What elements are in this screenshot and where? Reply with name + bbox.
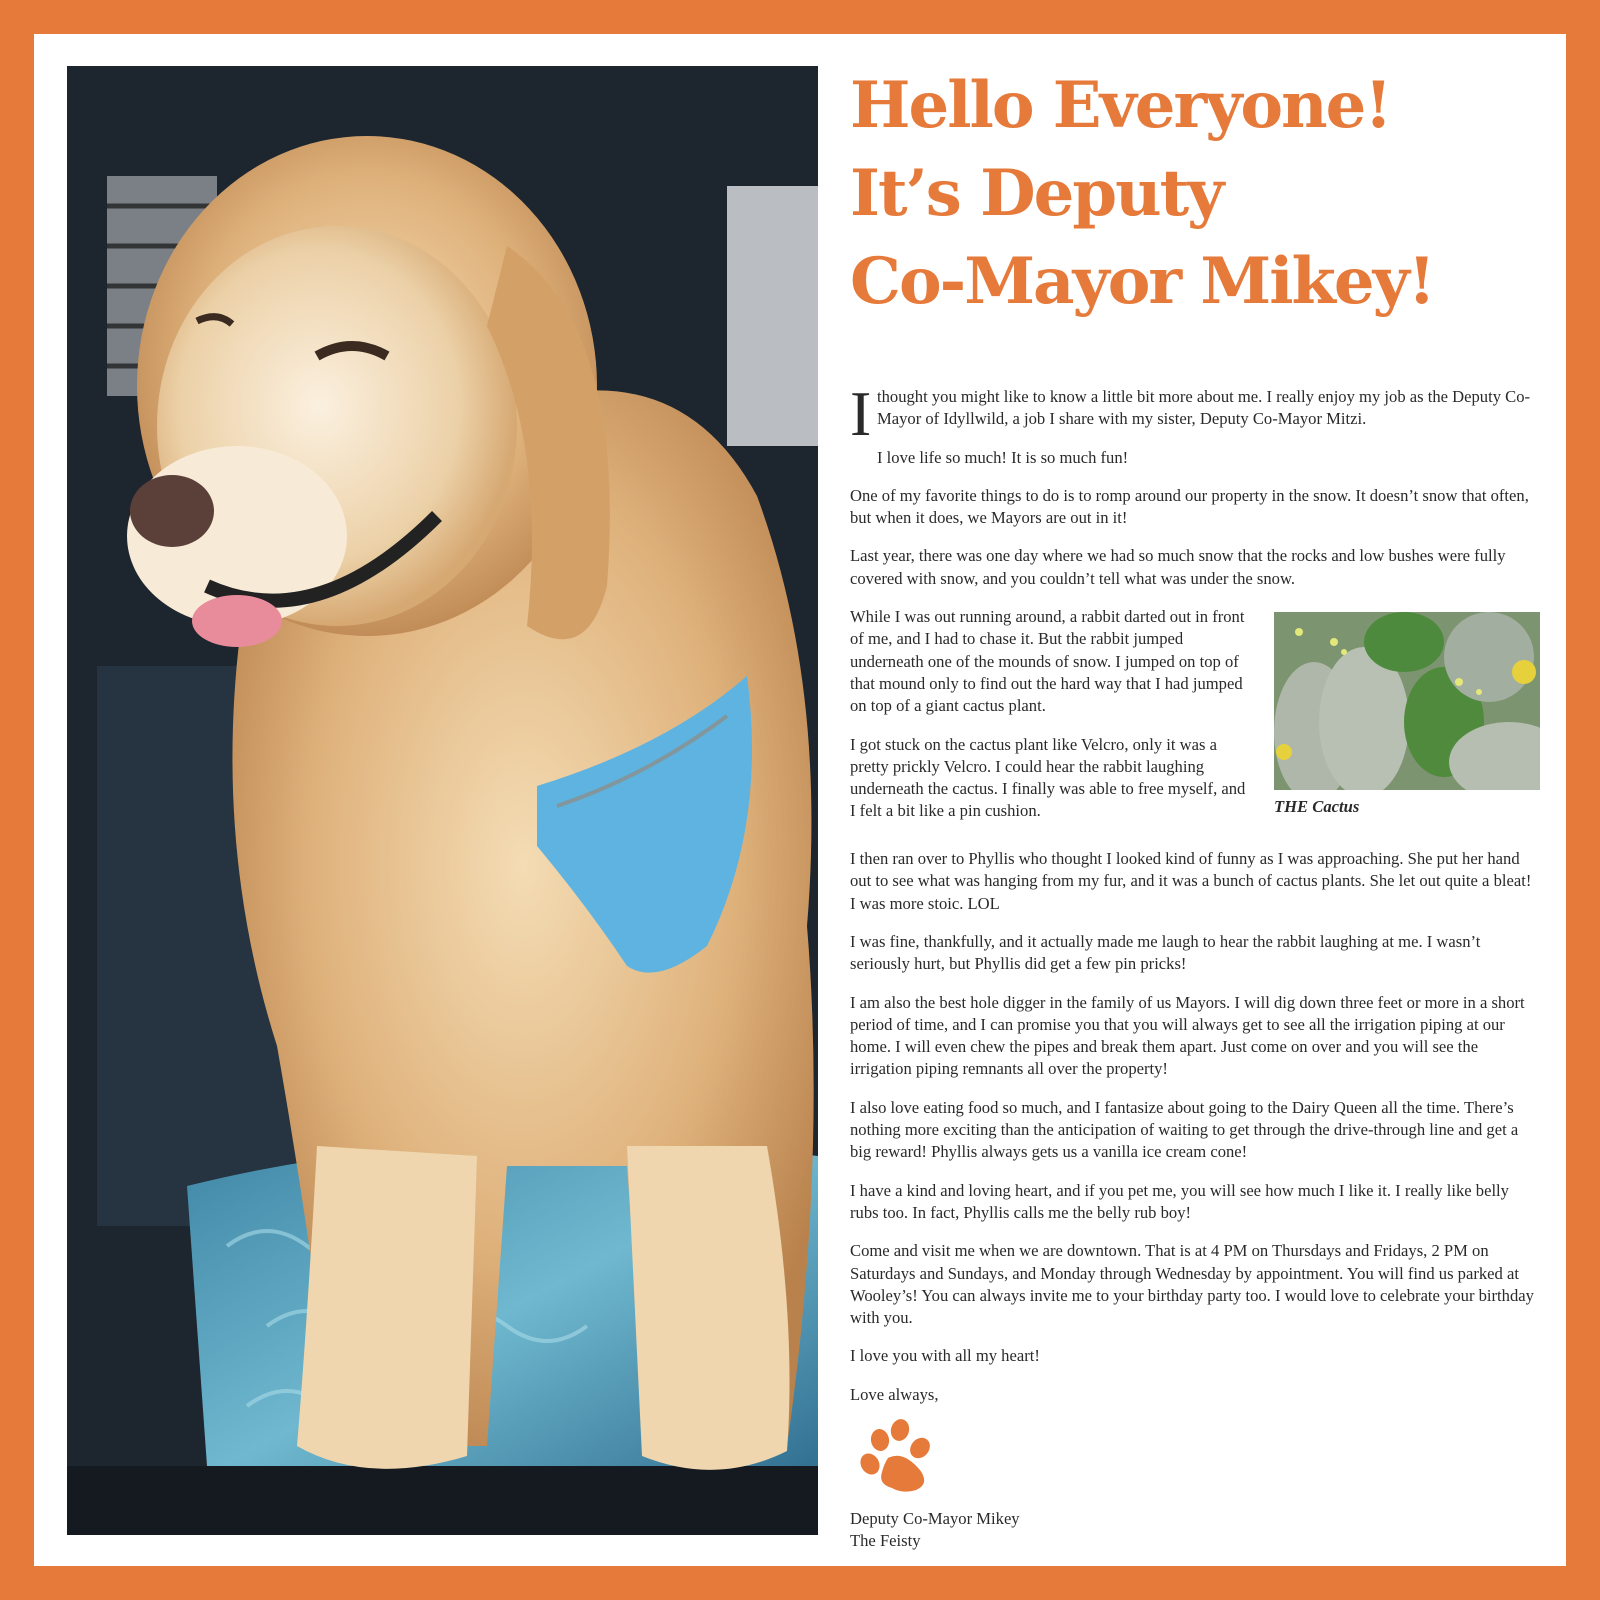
paragraph-2: I love life so much! It is so much fun! bbox=[877, 447, 1129, 467]
cactus-illustration bbox=[1274, 612, 1540, 790]
paragraph-8: I was fine, thankfully, and it actually made me laugh to hear the rabbit laughing at me. I wasn’t seriously hurt, but Phyllis did get a few pin pricks! bbox=[850, 931, 1481, 974]
cactus-section bbox=[850, 606, 1540, 832]
paragraph-7: I then ran over to Phyllis who thought I looked kind of funny as I was approaching. She put her hand out to see what was hanging from my fur, and it was a bunch of cactus plants. She let out quite a bleat! I was more stoic. LOL bbox=[850, 849, 1532, 913]
signature bbox=[850, 1508, 1540, 1553]
cactus-photo bbox=[1274, 612, 1540, 790]
paragraph-4: Last year, there was one day where we had so much snow that the rocks and low bushes were fully covered with snow, and you couldn’t tell what was under the snow. bbox=[850, 546, 1506, 588]
headline-line-1: Hello Everyone! bbox=[850, 68, 1391, 143]
paragraph-13: I love you with all my heart! bbox=[850, 1346, 1040, 1366]
drop-cap: I bbox=[850, 378, 872, 449]
paragraph-11: I have a kind and loving heart, and if you pet me, you will see how much I like it. I really like belly rubs too. In fact, Phyllis calls me the belly rub boy! bbox=[850, 1180, 1509, 1222]
opening-block bbox=[850, 378, 1540, 469]
closing: Love always, bbox=[850, 1384, 939, 1404]
paragraph-5: While I was out running around, a rabbit darted out in front of me, and I had to chase it. But the rabbit jumped underneath one of the mounds of snow. I jumped on top of that mound only to find out the hard way that I had jumped on top of a giant cactus plant. bbox=[850, 607, 1245, 716]
paragraph-6: I got stuck on the cactus plant like Velcro, only it was a pretty prickly Velcro. I could hear the rabbit laughing underneath the cactus. I finally was able to free myself, and I felt a bit like a pin cushion. bbox=[850, 734, 1246, 821]
page bbox=[34, 34, 1566, 1566]
article-column bbox=[850, 62, 1540, 1551]
headline bbox=[850, 62, 1540, 326]
paragraph-9: I am also the best hole digger in the family of us Mayors. I will dig down three feet or more in a short period of time, and I can promise you that you will always get to see all the irrigation piping at our home. I will even chew the pipes and break them apart. Just come on over and you will see the irrigation piping remnants all over the property! bbox=[850, 992, 1525, 1079]
paw-print-icon bbox=[858, 1418, 938, 1498]
signature-title: The Feisty bbox=[850, 1531, 921, 1551]
signature-name: Deputy Co-Mayor Mikey bbox=[850, 1509, 1020, 1529]
cactus-figure bbox=[1274, 612, 1540, 818]
headline-line-3: Co-Mayor Mikey! bbox=[850, 244, 1434, 319]
cactus-text bbox=[850, 606, 1250, 823]
cactus-caption: THE Cactus bbox=[1274, 797, 1360, 817]
dog-photo bbox=[67, 66, 818, 1535]
letter-body bbox=[850, 378, 1540, 1553]
headline-line-2: It’s Deputy bbox=[850, 156, 1223, 231]
paragraph-12: Come and visit me when we are downtown. That is at 4 PM on Thursdays and Fridays, 2 PM on Saturdays and Sundays, and Monday through Wednesday by appointment. You will find us parked at Wooley’s! You can always invite me to your birthday party too. I would love to celebrate your birthday with you. bbox=[850, 1241, 1534, 1328]
paragraph-1: thought you might like to know a little bit more about me. I really enjoy my job as the Deputy Co-Mayor of Idyllwild, a job I share with my sister, Deputy Co-Mayor Mitzi. bbox=[877, 387, 1531, 429]
paragraph-3: One of my favorite things to do is to romp around our property in the snow. It doesn’t snow that often, but when it does, we Mayors are out in it! bbox=[850, 485, 1529, 528]
golden-retriever-illustration bbox=[67, 66, 818, 1535]
paragraph-10: I also love eating food so much, and I fantasize about going to the Dairy Queen all the time. There’s nothing more exciting than the anticipation of waiting to get through the drive-through line and get a big reward! Phyllis always gets us a vanilla ice cream cone! bbox=[850, 1097, 1519, 1162]
